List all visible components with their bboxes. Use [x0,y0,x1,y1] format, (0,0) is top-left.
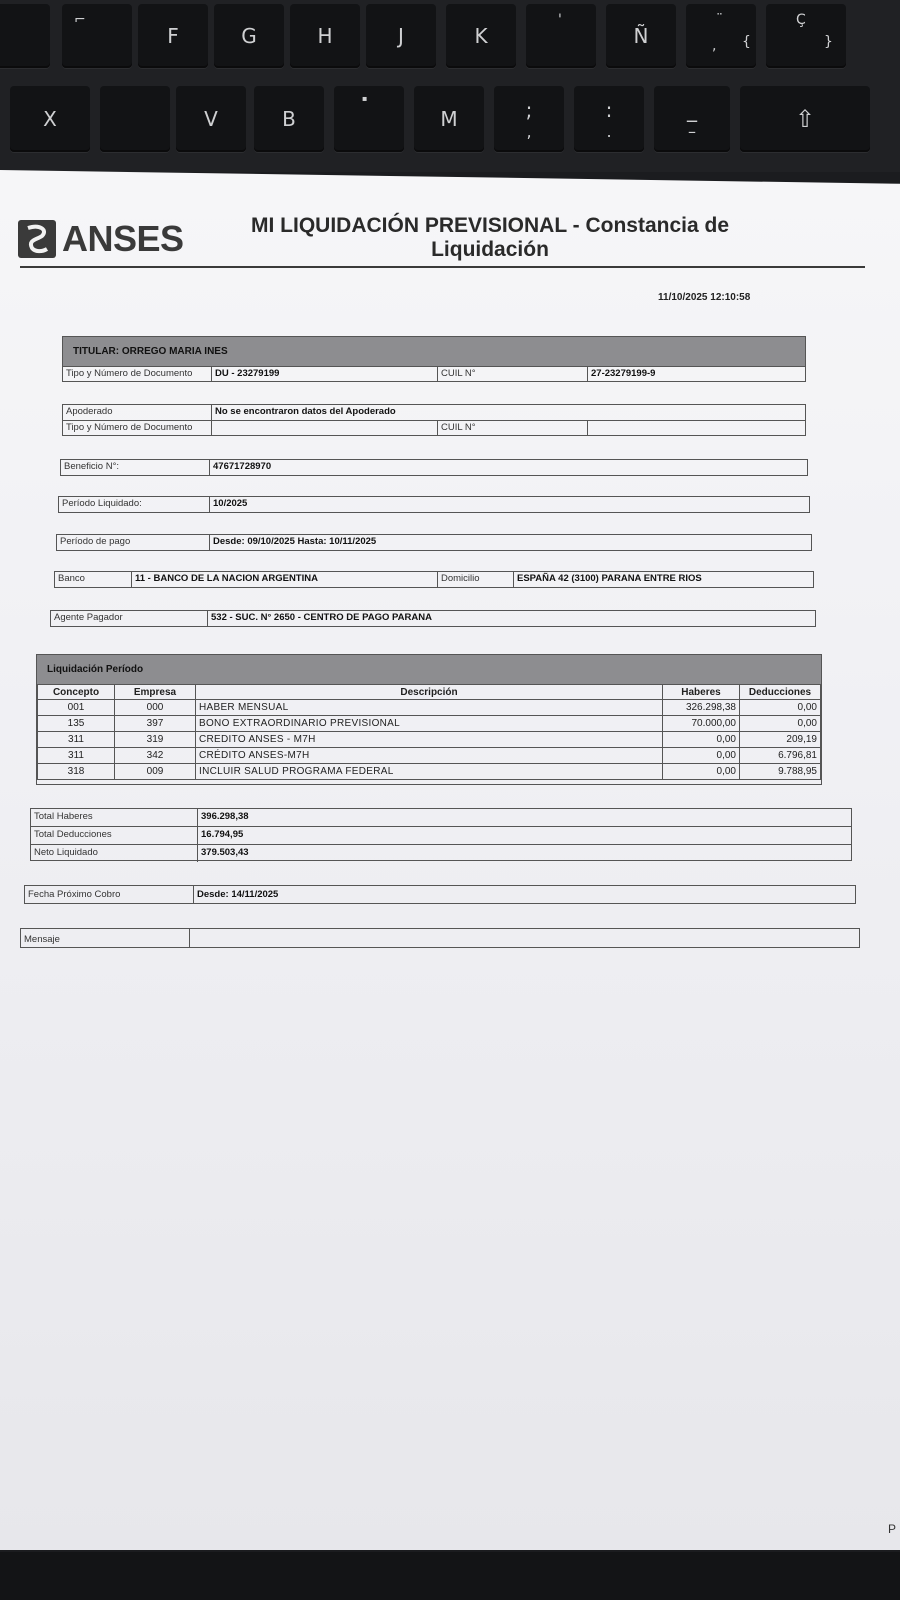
edge-letter: P [888,1522,897,1536]
column-header: Descripción [196,685,663,700]
descripcion-cell: CRÉDITO ANSES-M7H [196,748,663,764]
table-row [38,764,821,780]
apoderado-label: Apoderado [66,406,113,417]
logo-text: ANSES [62,218,184,259]
key-g: G [214,4,284,68]
liquidacion-section [36,654,822,785]
total-haberes-value: 396.298,38 [197,809,851,826]
table-row [38,732,821,748]
apoderado-section [62,404,806,436]
anses-logo [18,218,184,260]
key-v: V [176,86,246,152]
key-k: K [446,4,516,68]
key-b: B [254,86,324,152]
key-semicolon: ; , [494,86,564,152]
beneficio-label: Beneficio N°: [64,461,120,472]
table-row [38,748,821,764]
key-x: X [10,86,90,152]
total-deducciones-label: Total Deducciones [34,829,112,840]
anses-logo-icon [18,220,56,258]
proximo-cobro-section [24,885,856,904]
empresa-cell: 342 [115,748,196,764]
haberes-cell: 326.298,38 [663,700,740,716]
header-rule [20,266,865,268]
beneficio-value: 47671728970 [209,460,807,475]
proximo-cobro-value: Desde: 14/11/2025 [193,886,855,903]
periodo-liquidado-label: Período Liquidado: [62,498,142,509]
concepto-cell: 311 [38,748,115,764]
mensaje-section [20,928,860,948]
deducciones-cell: 9.788,95 [740,764,821,780]
concepto-cell: 001 [38,700,115,716]
apoderado-value: No se encontraron datos del Apoderado [211,405,805,420]
mensaje-label: Mensaje [24,934,60,945]
apoderado-doc-value [211,421,437,436]
descripcion-cell: HABER MENSUAL [196,700,663,716]
haberes-cell: 0,00 [663,748,740,764]
apoderado-cuil-value [587,421,805,436]
key [0,4,50,68]
column-header: Deducciones [740,685,821,700]
timestamp: 11/10/2025 12:10:58 [658,292,751,303]
deducciones-cell: 0,00 [740,700,821,716]
empresa-cell: 397 [115,716,196,732]
document-title: MI LIQUIDACIÓN PREVISIONAL - Constancia de Liquidación [251,214,729,261]
deducciones-cell: 6.796,81 [740,748,821,764]
descripcion-cell: INCLUIR SALUD PROGRAMA FEDERAL [196,764,663,780]
table-row [38,700,821,716]
empresa-cell: 319 [115,732,196,748]
descripcion-cell: CREDITO ANSES - M7H [196,732,663,748]
column-header: Haberes [663,685,740,700]
key-apostrophe: ' [526,4,596,68]
liquidacion-band: Liquidación Período [37,655,821,684]
key-colon: : . [574,86,644,152]
agente-pagador-section [50,610,816,627]
haberes-cell: 0,00 [663,764,740,780]
key-h: H [290,4,360,68]
neto-liquidado-value: 379.503,43 [197,845,851,862]
total-deducciones-value: 16.794,95 [197,827,851,844]
key-dieresis: ¨ , { [686,4,756,68]
periodo-pago-section [56,534,812,551]
doc-value: DU - 23279199 [211,367,437,382]
column-header: Empresa [115,685,196,700]
beneficio-section [60,459,808,476]
apoderado-doc-label: Tipo y Número de Documento [66,422,193,433]
banco-section [54,571,814,588]
proximo-cobro-label: Fecha Próximo Cobro [28,889,121,900]
haberes-cell: 70.000,00 [663,716,740,732]
key-m: M [414,86,484,152]
shift-icon: ⇧ [794,105,816,133]
desk-edge [0,1552,900,1600]
column-header: Concepto [38,685,115,700]
periodo-liquidado-value: 10/2025 [209,497,809,512]
table-header-row [38,685,821,700]
cuil-value: 27-23279199-9 [587,367,805,382]
empresa-cell: 009 [115,764,196,780]
domicilio-value: ESPAÑA 42 (3100) PARANA ENTRE RIOS [513,572,813,587]
keyboard-background [0,0,900,172]
key: ⌐ [62,4,132,68]
banco-label: Banco [58,573,85,584]
totales-section [30,808,852,861]
key-underscore: _ – [654,86,730,152]
concepto-cell: 318 [38,764,115,780]
domicilio-label: Domicilio [437,572,513,587]
titular-section [62,336,806,382]
descripcion-cell: BONO EXTRAORDINARIO PREVISIONAL [196,716,663,732]
key-cedilla: Ç } [766,4,846,68]
concepto-cell: 311 [38,732,115,748]
key [100,86,170,152]
key-n: ▪ [334,86,404,152]
cuil-label: CUIL N° [437,367,587,382]
mensaje-value [189,929,859,947]
key-f: F [138,4,208,68]
periodo-pago-value: Desde: 09/10/2025 Hasta: 10/11/2025 [209,535,811,550]
deducciones-cell: 0,00 [740,716,821,732]
deducciones-cell: 209,19 [740,732,821,748]
total-haberes-label: Total Haberes [34,811,93,822]
titular-band: TITULAR: ORREGO MARIA INES [63,337,805,366]
key-j: J [366,4,436,68]
apoderado-cuil-label: CUIL N° [437,421,587,436]
key-enye: Ñ [606,4,676,68]
table-row [38,716,821,732]
haberes-cell: 0,00 [663,732,740,748]
banco-value: 11 - BANCO DE LA NACION ARGENTINA [131,572,437,587]
concepto-cell: 135 [38,716,115,732]
agente-label: Agente Pagador [54,612,123,623]
shift-key [740,86,870,152]
liquidacion-table [37,684,821,780]
empresa-cell: 000 [115,700,196,716]
agente-value: 532 - SUC. N° 2650 - CENTRO DE PAGO PARANA [207,611,815,626]
periodo-pago-label: Período de pago [60,536,131,547]
doc-label: Tipo y Número de Documento [66,368,193,379]
periodo-liquidado-section [58,496,810,513]
neto-liquidado-label: Neto Liquidado [34,847,98,858]
